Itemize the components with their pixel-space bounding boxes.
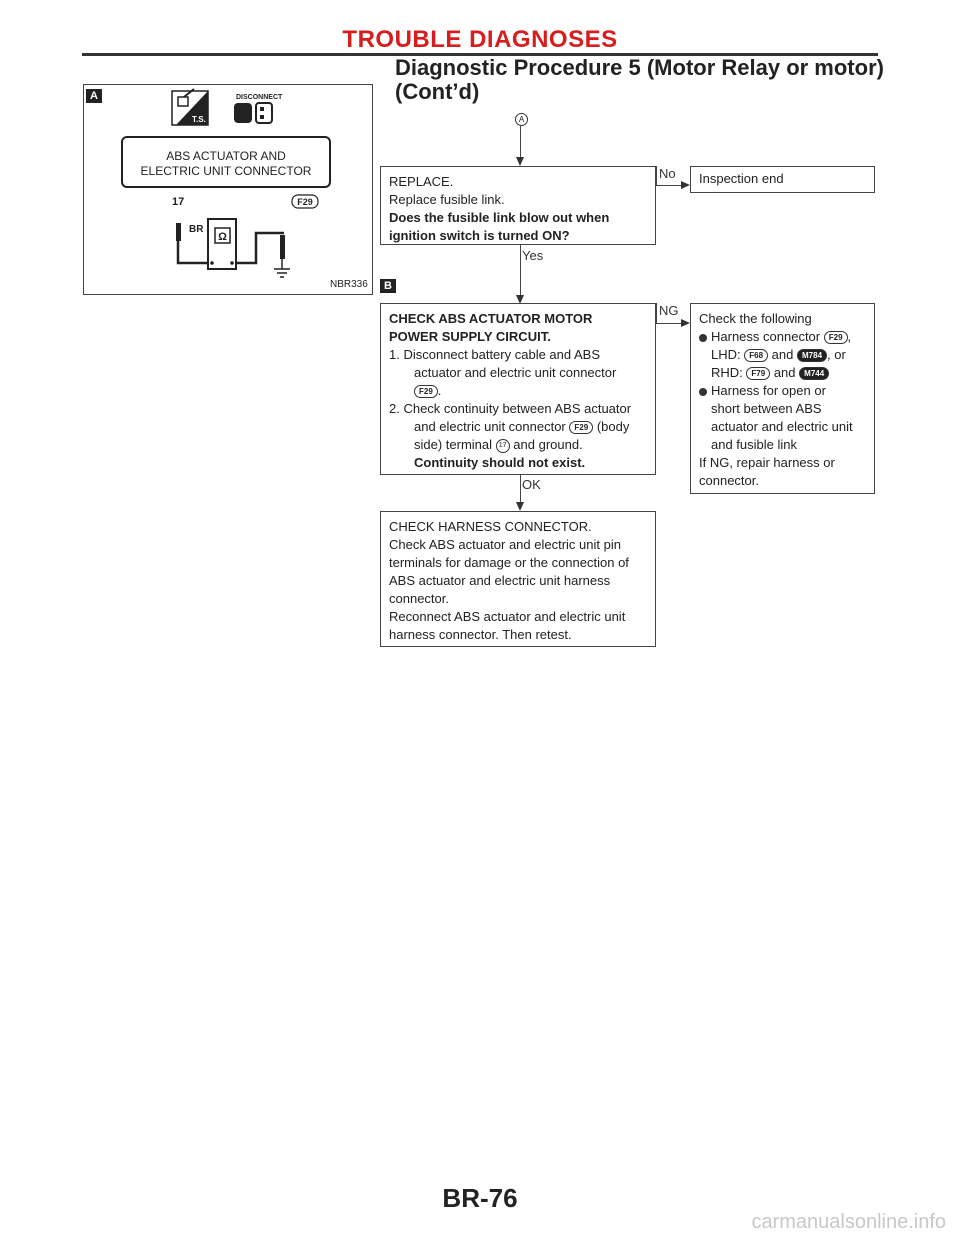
connector-title-line2: ELECTRIC UNIT CONNECTOR bbox=[140, 164, 312, 178]
connector-badge: M784 bbox=[797, 349, 827, 362]
connector-code: F29 bbox=[297, 197, 313, 207]
ng-rhd-line: RHD: F79 and M744 bbox=[699, 364, 866, 382]
disconnect-label: DISCONNECT bbox=[236, 94, 283, 101]
watermark: carmanualsonline.info bbox=[751, 1211, 946, 1233]
connector-badge: M744 bbox=[799, 367, 829, 380]
probe-right bbox=[280, 235, 285, 259]
step-check-harness-connector bbox=[380, 511, 656, 647]
step2-heading-line1: CHECK ABS ACTUATOR MOTOR bbox=[389, 311, 593, 326]
connector-badge: F29 bbox=[414, 385, 438, 398]
step3-line5: Reconnect ABS actuator and electric unit bbox=[389, 609, 626, 624]
ng-b2-line3: actuator and electric unit bbox=[711, 419, 853, 434]
connector-badge: F29 bbox=[824, 331, 848, 344]
flow-tag-b: B bbox=[380, 279, 396, 293]
figure-tag-a: A bbox=[86, 89, 102, 103]
step2-item2-line2: and electric unit connector F29 (body bbox=[414, 419, 630, 434]
branch-ng-label: NG bbox=[659, 303, 679, 318]
ng-footer-line1: If NG, repair harness or bbox=[699, 455, 835, 470]
ng-title: Check the following bbox=[699, 311, 812, 326]
terminal-number: 17 bbox=[172, 196, 185, 208]
ng-bullet-harness-connector: Harness connector F29 , bbox=[699, 328, 866, 346]
connector-badge: F68 bbox=[744, 349, 768, 362]
step2-item1-line2: actuator and electric unit connector bbox=[414, 365, 617, 380]
step2-item1-line1: 1. Disconnect battery cable and ABS bbox=[389, 347, 601, 362]
step1-heading: REPLACE. bbox=[389, 174, 454, 189]
step2-item2-line1: 2. Check continuity between ABS actuator bbox=[389, 401, 632, 416]
step1-question-line2: ignition switch is turned ON? bbox=[389, 228, 570, 243]
ohm-symbol: Ω bbox=[218, 231, 227, 243]
step1-instruction: Replace fusible link. bbox=[389, 192, 505, 207]
step-check-motor-power-supply bbox=[380, 303, 656, 475]
ts-label: T.S. bbox=[192, 115, 206, 124]
ng-b2-line4: and fusible link bbox=[711, 437, 797, 452]
wire-color: BR bbox=[189, 224, 204, 235]
connector-badge: F29 bbox=[569, 421, 593, 434]
wiring-figure bbox=[83, 84, 373, 295]
ng-bullet-harness-open: Harness for open or bbox=[699, 382, 866, 400]
step3-line4: connector. bbox=[389, 591, 449, 606]
procedure-title bbox=[395, 56, 884, 104]
probe-left bbox=[176, 223, 181, 241]
step1-question-line1: Does the fusible link blow out when bbox=[389, 210, 610, 225]
connector-badge: F79 bbox=[746, 367, 770, 380]
step3-line6: harness connector. Then retest. bbox=[389, 627, 572, 642]
ng-b2-line2: short between ABS bbox=[711, 401, 822, 416]
disconnect-icon bbox=[234, 103, 272, 123]
step2-item2-line3: side) terminal 17 and ground. bbox=[414, 437, 583, 452]
connector-title-line1: ABS ACTUATOR AND bbox=[166, 149, 286, 163]
arrow-right-icon bbox=[681, 319, 690, 327]
procedure-title-line2: (Cont’d) bbox=[395, 79, 480, 104]
branch-ok-label: OK bbox=[522, 477, 541, 492]
step2-item1-line3: F29 . bbox=[389, 382, 647, 400]
wiring-diagram-svg bbox=[84, 85, 372, 294]
figure-id: NBR336 bbox=[330, 279, 368, 290]
step2-heading-line2: POWER SUPPLY CIRCUIT. bbox=[389, 329, 551, 344]
ground-icon bbox=[274, 269, 290, 277]
branch-yes-label: Yes bbox=[522, 248, 544, 263]
arrow-down-icon bbox=[516, 502, 524, 511]
step3-line3: ABS actuator and electric unit harness bbox=[389, 573, 611, 588]
step-replace-fusible-link bbox=[380, 166, 656, 245]
terminal-badge: 17 bbox=[496, 439, 510, 453]
ng-footer-line2: connector. bbox=[699, 473, 759, 488]
step2-criterion: Continuity should not exist. bbox=[414, 455, 586, 470]
arrow-down-icon bbox=[516, 157, 524, 166]
result-inspection-end: Inspection end bbox=[690, 166, 875, 193]
procedure-title-line1: Diagnostic Procedure 5 (Motor Relay or motor) bbox=[395, 55, 884, 80]
step3-line2: terminals for damage or the connection of bbox=[389, 555, 629, 570]
step3-heading: CHECK HARNESS CONNECTOR. bbox=[389, 519, 592, 534]
step3-line1: Check ABS actuator and electric unit pin bbox=[389, 537, 621, 552]
ng-check-list bbox=[690, 303, 875, 494]
entry-connector-a: A bbox=[515, 113, 528, 126]
section-title: TROUBLE DIAGNOSES bbox=[342, 26, 618, 53]
arrow-right-icon bbox=[681, 181, 690, 189]
page-number: BR-76 bbox=[442, 1183, 518, 1213]
branch-no-label: No bbox=[659, 166, 676, 181]
ng-lhd-line: LHD: F68 and M784 , or bbox=[711, 347, 846, 362]
